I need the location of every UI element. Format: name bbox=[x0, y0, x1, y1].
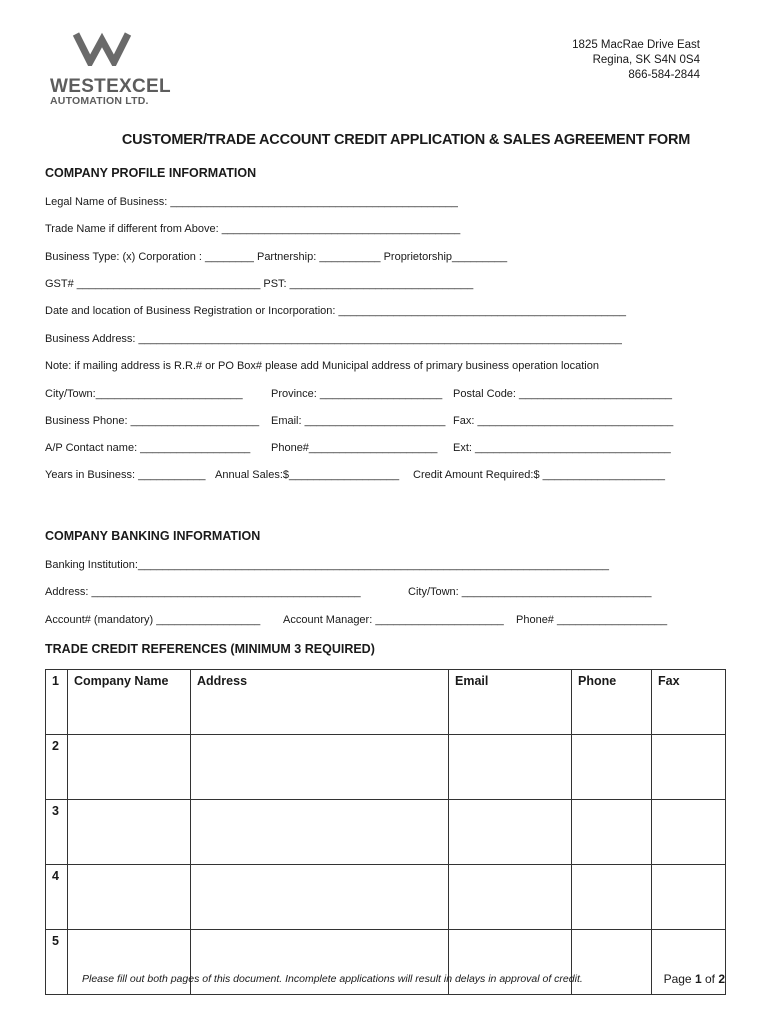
ext-field[interactable]: Ext: ________________________________ bbox=[453, 442, 671, 454]
address-cell[interactable] bbox=[191, 800, 449, 865]
address-cell[interactable] bbox=[191, 735, 449, 800]
banking-heading: COMPANY BANKING INFORMATION bbox=[45, 529, 261, 543]
trade-name-field[interactable]: Trade Name if different from Above: _______________________________________ bbox=[45, 223, 461, 235]
business-type-field[interactable]: Business Type: (x) Corporation : ________ Partnership: __________ Proprietorship_________ bbox=[45, 251, 508, 263]
row-number: 3 bbox=[46, 800, 68, 865]
fax-field[interactable]: Fax: ________________________________ bbox=[453, 415, 674, 427]
column-header-address[interactable]: Address bbox=[191, 670, 449, 735]
phone-cell[interactable] bbox=[572, 735, 652, 800]
page-current: 1 bbox=[694, 972, 702, 986]
bank-address-field[interactable]: Address: ____________________________________________ bbox=[45, 586, 361, 598]
mailing-address-note: Note: if mailing address is R.R.# or PO Box# please add Municipal address of primary business operation location bbox=[45, 360, 599, 372]
column-header-email[interactable]: Email bbox=[449, 670, 572, 735]
column-header-fax[interactable]: Fax bbox=[652, 670, 726, 735]
company-phone: 866-584-2844 bbox=[628, 69, 700, 81]
phone-cell[interactable] bbox=[572, 930, 652, 995]
trade-references-heading: TRADE CREDIT REFERENCES (MINIMUM 3 REQUIRED) bbox=[45, 642, 375, 656]
footer-note: Please fill out both pages of this document. Incomplete applications will result in delays in approval of credit. bbox=[82, 973, 583, 985]
bank-city-field[interactable]: City/Town: _______________________________ bbox=[408, 586, 652, 598]
company-address-line1: 1825 MacRae Drive East bbox=[572, 39, 700, 51]
form-title: CUSTOMER/TRADE ACCOUNT CREDIT APPLICATION & SALES AGREEMENT FORM bbox=[121, 132, 691, 148]
address-cell[interactable] bbox=[191, 865, 449, 930]
table-row bbox=[46, 800, 726, 865]
ap-contact-field[interactable]: A/P Contact name: __________________ bbox=[45, 442, 251, 454]
column-header-phone[interactable]: Phone bbox=[572, 670, 652, 735]
business-address-field[interactable]: Business Address: _______________________________________________________________________________ bbox=[45, 333, 622, 345]
table-row bbox=[46, 735, 726, 800]
company-name-cell[interactable] bbox=[68, 800, 191, 865]
email-cell[interactable] bbox=[449, 800, 572, 865]
page-prefix: Page bbox=[663, 972, 695, 986]
credit-required-field[interactable]: Credit Amount Required:$ ____________________ bbox=[413, 469, 665, 481]
email-field[interactable]: Email: _______________________ bbox=[271, 415, 446, 427]
table-row bbox=[46, 670, 726, 735]
email-cell[interactable] bbox=[449, 865, 572, 930]
table-row bbox=[46, 865, 726, 930]
company-address-line2: Regina, SK S4N 0S4 bbox=[592, 54, 700, 66]
legal-name-field[interactable]: Legal Name of Business: _______________________________________________ bbox=[45, 196, 458, 208]
province-field[interactable]: Province: ____________________ bbox=[271, 388, 443, 400]
email-cell[interactable] bbox=[449, 735, 572, 800]
ap-phone-field[interactable]: Phone#_____________________ bbox=[271, 442, 438, 454]
row-number: 1 bbox=[46, 670, 68, 735]
westexcel-logo-icon bbox=[72, 30, 132, 66]
fax-cell[interactable] bbox=[652, 735, 726, 800]
registration-field[interactable]: Date and location of Business Registration or Incorporation: _______________________________________________ bbox=[45, 305, 627, 317]
city-town-field[interactable]: City/Town:________________________ bbox=[45, 388, 243, 400]
account-manager-field[interactable]: Account Manager: _____________________ bbox=[283, 614, 504, 626]
annual-sales-field[interactable]: Annual Sales:$__________________ bbox=[215, 469, 400, 481]
business-phone-field[interactable]: Business Phone: _____________________ bbox=[45, 415, 260, 427]
company-name-cell[interactable] bbox=[68, 735, 191, 800]
company-name-cell[interactable] bbox=[68, 865, 191, 930]
logo-company-subtitle: AUTOMATION LTD. bbox=[50, 95, 149, 107]
page-of: of bbox=[701, 972, 719, 986]
company-profile-heading: COMPANY PROFILE INFORMATION bbox=[45, 166, 257, 180]
postal-code-field[interactable]: Postal Code: _________________________ bbox=[453, 388, 672, 400]
row-number: 2 bbox=[46, 735, 68, 800]
page-total: 2 bbox=[718, 972, 725, 986]
fax-cell[interactable] bbox=[652, 865, 726, 930]
row-number: 5 bbox=[46, 930, 68, 995]
trade-references-table bbox=[45, 669, 726, 995]
banking-institution-field[interactable]: Banking Institution:_____________________________________________________________________________ bbox=[45, 559, 610, 571]
bank-phone-field[interactable]: Phone# __________________ bbox=[516, 614, 668, 626]
account-number-field[interactable]: Account# (mandatory) _________________ bbox=[45, 614, 261, 626]
page-number bbox=[664, 972, 725, 986]
logo-company-name: WESTEXCEL bbox=[50, 76, 171, 97]
fax-cell[interactable] bbox=[652, 800, 726, 865]
gst-pst-field[interactable]: GST# ______________________________ PST: ______________________________ bbox=[45, 278, 474, 290]
years-in-business-field[interactable]: Years in Business: ___________ bbox=[45, 469, 206, 481]
phone-cell[interactable] bbox=[572, 865, 652, 930]
column-header-company-name[interactable]: Company Name bbox=[68, 670, 191, 735]
row-number: 4 bbox=[46, 865, 68, 930]
phone-cell[interactable] bbox=[572, 800, 652, 865]
